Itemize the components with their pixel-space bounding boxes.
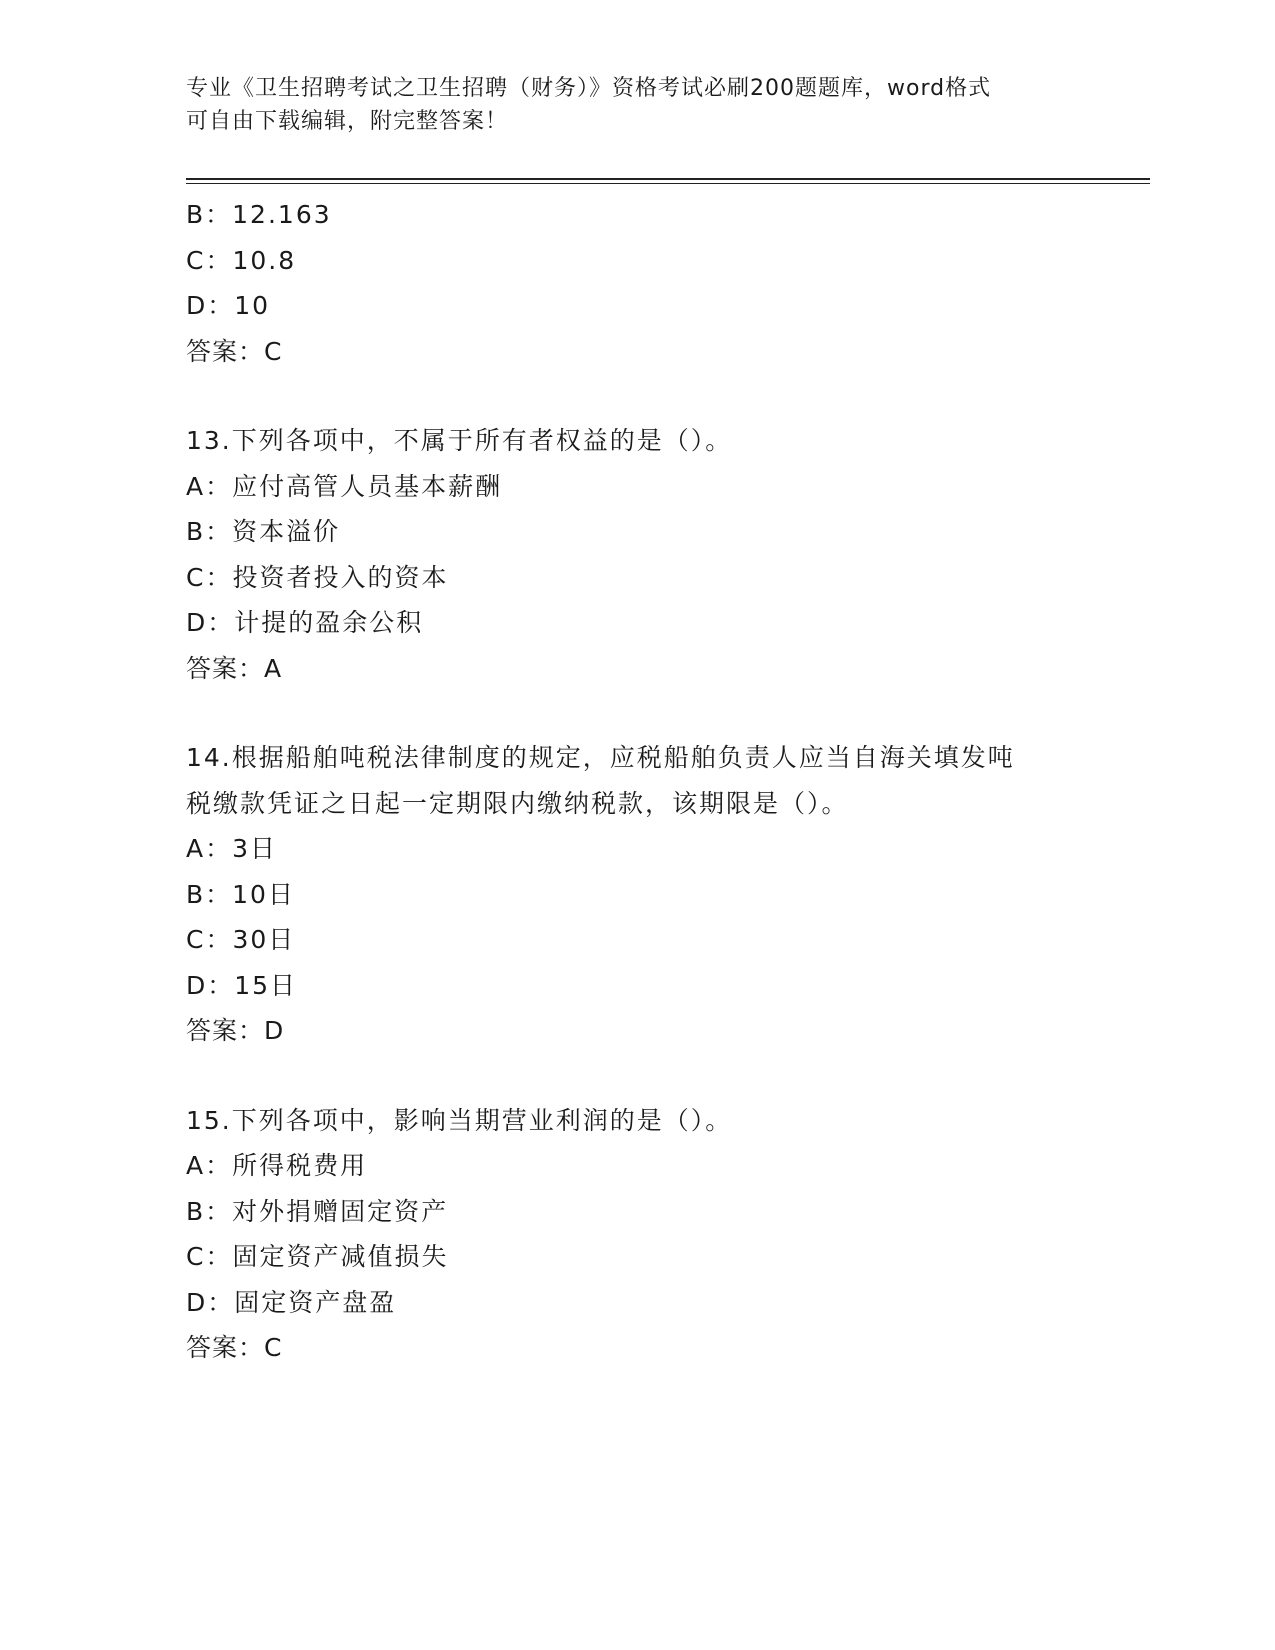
question-text-line-1: 14.根据船舶吨税法律制度的规定，应税船舶负责人应当自海关填发吨	[186, 743, 1015, 772]
option-a: A：3日	[186, 834, 278, 863]
option-b: B：对外捐赠固定资产	[186, 1196, 449, 1226]
option-d: D：计提的盈余公积	[186, 608, 424, 637]
option-d: D：15日	[186, 970, 298, 1000]
question-block-13	[186, 418, 1086, 691]
answer-line: 答案：D	[186, 1016, 285, 1045]
question-block-12	[186, 192, 1086, 374]
answer-line: 答案：A	[186, 653, 283, 683]
spacer	[186, 691, 1086, 735]
question-text: 13.下列各项中，不属于所有者权益的是（）。	[186, 426, 733, 455]
option-b: B：12.163	[186, 200, 332, 229]
answer-line: 答案：C	[186, 336, 283, 366]
header-title-line-2: 可自由下载编辑，附完整答案！	[186, 109, 509, 134]
question-block-14	[186, 735, 1086, 1054]
option-c: C：30日	[186, 925, 296, 954]
option-c: C：投资者投入的资本	[186, 562, 449, 592]
question-text: 15.下列各项中，影响当期营业利润的是（）。	[186, 1105, 733, 1135]
option-c: C：固定资产减值损失	[186, 1242, 449, 1271]
spacer	[186, 374, 1086, 418]
answer-line: 答案：C	[186, 1333, 283, 1362]
option-b: B：10日	[186, 879, 295, 909]
question-list	[186, 192, 1086, 1371]
question-block-15	[186, 1098, 1086, 1371]
option-c: C：10.8	[186, 245, 297, 275]
option-a: A：所得税费用	[186, 1151, 368, 1180]
header-title-line-1: 专业《卫生招聘考试之卫生招聘（财务）》资格考试必刷200题题库，word格式	[186, 76, 992, 101]
question-text-line-2: 税缴款凭证之日起一定期限内缴纳税款，该期限是（）。	[186, 788, 849, 818]
option-d: D：10	[186, 291, 271, 320]
option-d: D：固定资产盘盈	[186, 1287, 397, 1317]
option-a: A：应付高管人员基本薪酬	[186, 471, 503, 501]
spacer	[186, 1054, 1086, 1098]
page-header	[186, 72, 1086, 138]
header-divider	[186, 178, 1150, 184]
option-b: B：资本溢价	[186, 517, 341, 546]
